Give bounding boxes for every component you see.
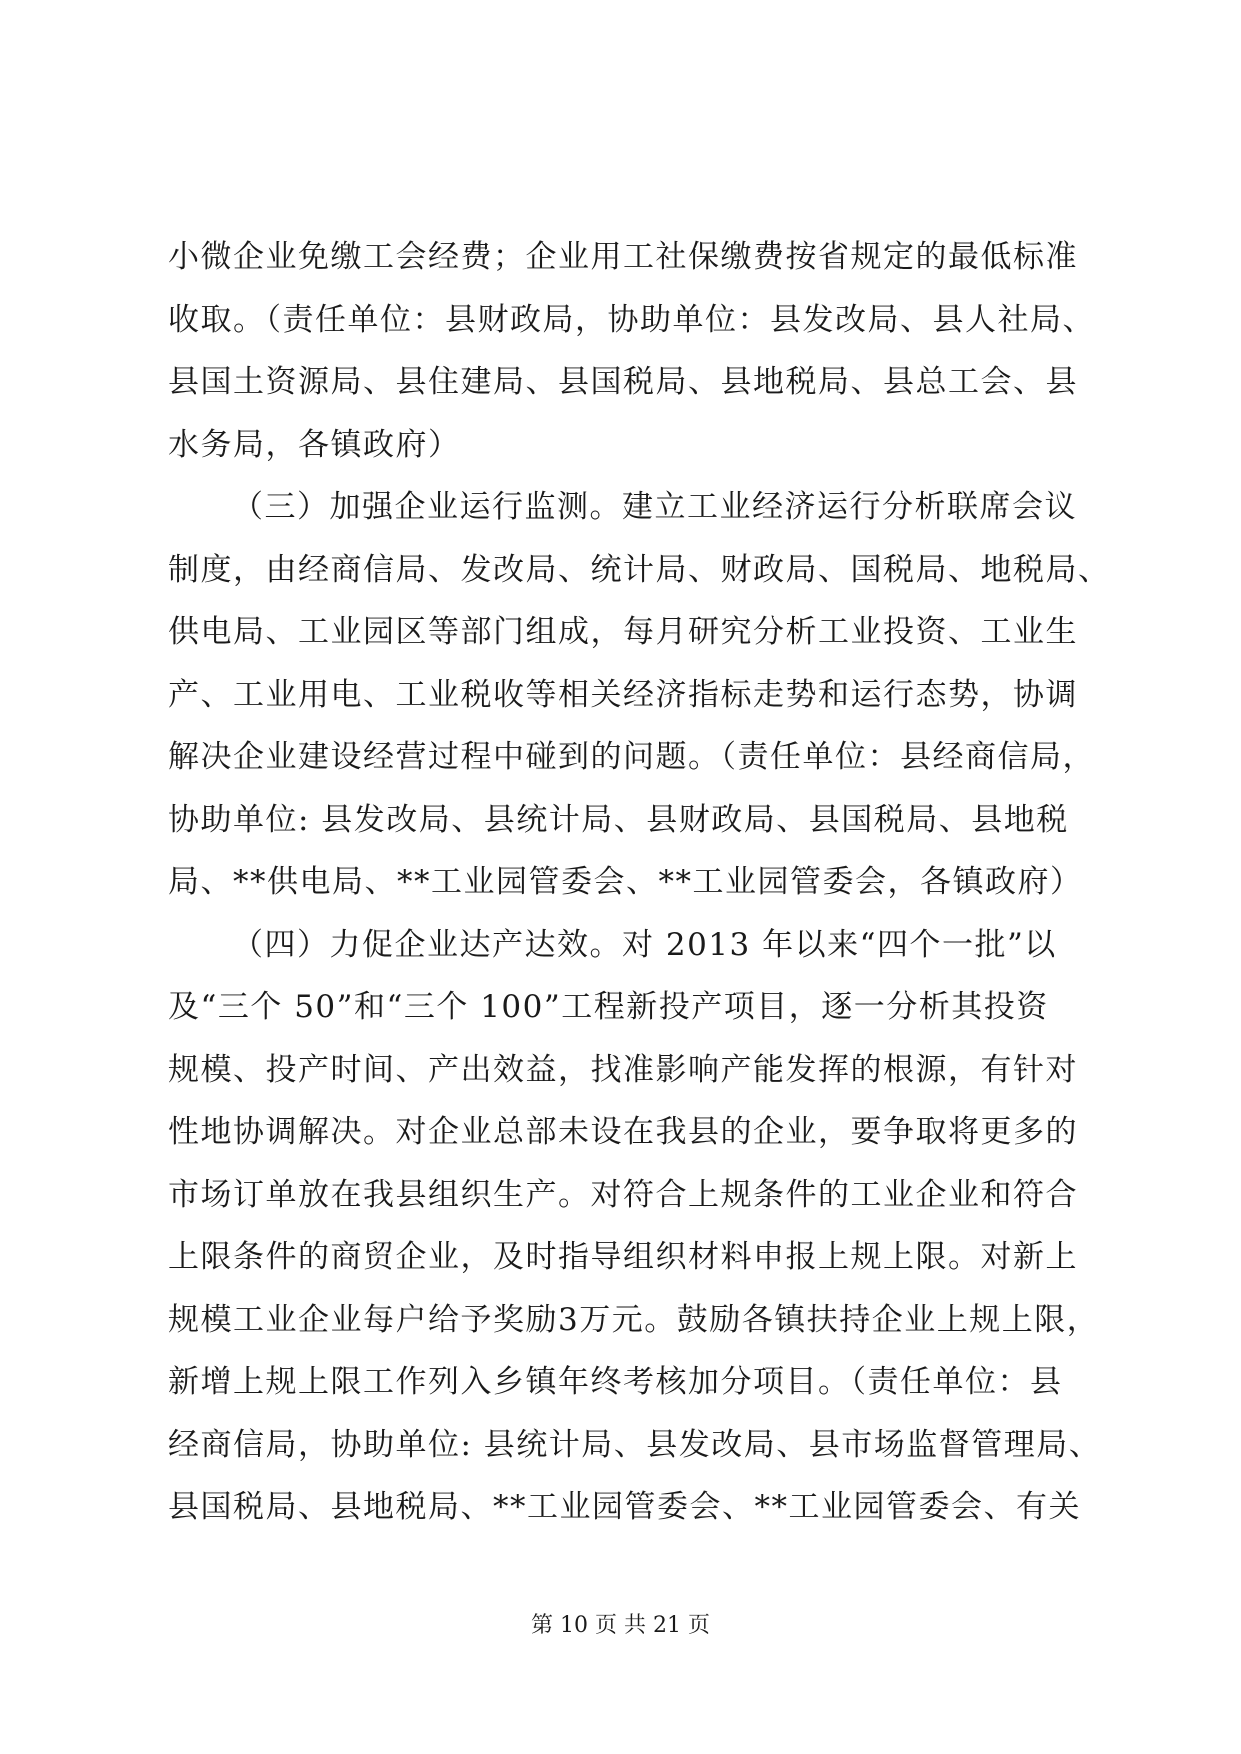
text-line: 规模、投产时间、产出效益，找准影响产能发挥的根源，有针对 bbox=[168, 1051, 1078, 1088]
text-line: 性地协调解决。对企业总部未设在我县的企业，要争取将更多的 bbox=[168, 1114, 1078, 1150]
text-line: 新增上规上限工作列入乡镇年终考核加分项目。（责任单位：县 bbox=[168, 1364, 1063, 1400]
text-line: 及“三个 50”和“三个 100”工程新投产项目，逐一分析其投资 bbox=[168, 989, 1049, 1025]
text-line: 上限条件的商贸企业，及时指导组织材料申报上规上限。对新上 bbox=[168, 1239, 1078, 1275]
text-line: 小微企业免缴工会经费；企业用工社保缴费按省规定的最低标准 bbox=[168, 239, 1078, 275]
text-line: 县国土资源局、县住建局、县国税局、县地税局、县总工会、县 bbox=[168, 364, 1078, 400]
paragraph-start-line: （三）加强企业运行监测。建立工业经济运行分析联席会议 bbox=[232, 489, 1077, 525]
text-line: 局、**供电局、**工业园管委会、**工业园管委会，各镇政府） bbox=[168, 864, 1083, 900]
text-line: 制度，由经商信局、发改局、统计局、财政局、国税局、地税局、 bbox=[168, 551, 1111, 588]
text-line: 供电局、工业园区等部门组成，每月研究分析工业投资、工业生 bbox=[168, 614, 1078, 650]
text-line: 市场订单放在我县组织生产。对符合上规条件的工业企业和符合 bbox=[168, 1176, 1078, 1213]
page-number-footer: 第 10 页 共 21 页 bbox=[531, 1613, 710, 1638]
text-line: 规模工业企业每户给予奖励3万元。鼓励各镇扶持企业上规上限， bbox=[168, 1301, 1100, 1338]
text-line: 县国税局、县地税局、**工业园管委会、**工业园管委会、有关 bbox=[168, 1489, 1081, 1525]
paragraph-start-line: （四）力促企业达产达效。对 2013 年以来“四个一批”以 bbox=[232, 926, 1057, 963]
text-line: 解决企业建设经营过程中碰到的问题。（责任单位：县经商信局， bbox=[168, 739, 1095, 775]
text-line: 收取。（责任单位：县财政局，协助单位：县发改局、县人社局、 bbox=[168, 301, 1095, 338]
text-line: 产、工业用电、工业税收等相关经济指标走势和运行态势，协调 bbox=[168, 676, 1078, 713]
document-body bbox=[168, 226, 1111, 1539]
text-line: 水务局，各镇政府） bbox=[168, 426, 461, 463]
text-line: 经商信局，协助单位: 县统计局、县发改局、县市场监督管理局、 bbox=[168, 1426, 1102, 1463]
text-line: 协助单位: 县发改局、县统计局、县财政局、县国税局、县地税 bbox=[168, 801, 1069, 838]
